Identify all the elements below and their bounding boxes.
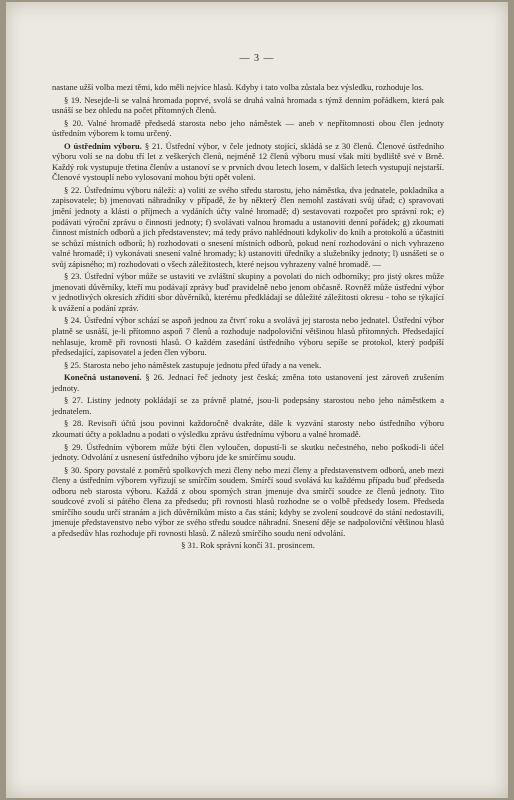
paragraph [52, 315, 444, 357]
paragraph-text: § 29. Ústředním výborem může býti člen vyloučen, dopustí-li se skutku nečestného, nebo poškodí-li účel jednoty. Odvolání z usnesení ústředního výboru jde ke smírčímu soudu. [52, 441, 444, 463]
paragraph [52, 95, 444, 116]
paragraph [52, 442, 444, 463]
paragraph [52, 141, 444, 183]
paragraph-text: § 20. Valné hromadě předsedá starosta nebo jeho náměstek — aneb v nepřítomnosti obou člen jednoty ústředním výborem k tomu určený. [52, 117, 444, 139]
paragraph-text: § 23. Ústřední výbor může se ustaviti ve zvláštní skupiny a povolati do nich odborníky; pro jistý okres může jmenovati důvěrníky, kteří mu podávají zprávy buď pravidelně nebo jenom občasně. Rovněž může ústřední výbor v jednotlivých okresích zříditi sbor důvěrníků, kterému předkládají se důležité záležitosti okresu - toho se týkající k uvážení a podání zpráv. [52, 271, 444, 313]
paragraph [52, 372, 444, 393]
page-number: — 3 — [239, 53, 275, 64]
paragraph-text: § 26. Jednací řeč jednoty jest česká; změna toto ustanovení jest zároveň zrušením jednoty. [52, 372, 444, 393]
paragraph [52, 540, 444, 551]
section-heading: O ústředním výboru. [64, 140, 142, 151]
paragraph-text: § 25. Starosta nebo jeho náměstek zastupuje jednotu před úřady a na venek. [64, 359, 322, 370]
paragraph [52, 465, 444, 539]
paragraph [52, 395, 444, 416]
paragraph-text: § 22. Ústřednímu výboru náleží: a) voliti ze svého středu starostu, jeho náměstka, dva jednatele, pokladníka a zapisovatele; b) jmenovati náhradníky v případě, že by některý člen nemohl zastávati svůj úřad; c) spravovati jmění jednoty a klásti o příjmech a vydáních účty valné hromadě; d) sestavovati rozpočet pro správní rok; e) podávati výroční zprávu o činnosti jednoty; f) svolávati valnou hromadu a ustanoviti denní pořádek; g) zkoumati činnost místních odborů a jich představenstev; má tedy právo nahlédnouti kdykoliv do knih a protokolů a účastniti se schůzí místních odborů; h) rozhodovati o snesení místních odborů, pokud není rozhodování o nich vyhrazeno valné hromadě; i) vykonávati snesení valné hromady; k) ustanoviti úředníky a služebníky jednoty; l) usnášeti se o svůj zápisného; m) rozhodovati o všech záležitostech, které nejsou vyhrazeny valné hromadě. — [52, 184, 444, 269]
section-heading: Konečná ustanovení. [64, 372, 142, 383]
paragraph-text: nastane užší volba mezi těmi, kdo měli nejvíce hlasů. Kdyby i tato volba zůstala bez výsledku, rozhoduje los. [52, 82, 424, 92]
document-page [6, 2, 508, 798]
paragraph [52, 418, 444, 439]
paragraph-text: § 28. Revisoři účtů jsou povinni každoročně dvakráte, dále k vyzvání starosty nebo ústředního výboru zkoumati účty a pokladnu a podati o výsledku zprávu ústřednímu výboru a valné hromadě. [52, 418, 444, 439]
document-body [52, 82, 444, 553]
paragraph-text: § 31. Rok správní končí 31. prosincem. [181, 540, 315, 551]
paragraph-text: § 27. Listiny jednoty pokládají se za právně platné, jsou-li podepsány starostou nebo jeho náměstkem a jednatelem. [52, 395, 444, 416]
paragraph-text: § 21. Ústřední výbor, v čele jednoty stojící, skládá se z 30 členů. Členové ústředního výboru volí se na dobu tří let z veškerých členů, nejméně 12 členů výboru musí však míti bydliště své v Brně. Každý rok vystupuje třetina členův a ustanoví se v prvních dvou letech losem, v dalších letech vystupují nejstarší. Členové vystouplí nebo vylosovaní mohou býti opět voleni. [52, 140, 444, 183]
paragraph [52, 360, 444, 371]
paragraph-text: § 30. Spory povstalé z poměrů spolkových mezi členy nebo mezi členy a představenstvem odborů, aneb mezi členy a ústředním výborem vyřizují se smírčím soudem. Smírčí soud svolává ku každému případu buď předseda odboru neb starosta výboru. Každá z obou sporných stran jmenuje dva smírčí soudce ze členů jednoty. Tito soudcové zvolí si pátého člena za předsedu; při rovnosti hlasů rozhodne se o volbě předsedy losem. Předseda smírčího soudu určí stranám a jich důvěrníkům místo a čas stání; kdyby se zvolení soudcové do stání nedostavili, jmenuje představenstvo nebo výbor ze svého středu soudce náhradní. Snesení děje se nadpoloviční většinou hlasů a předsedův hlas rozhoduje při rovnosti hlasů. Z nálezů smírčího soudu není odvolání. [52, 464, 444, 538]
paragraph [52, 185, 444, 269]
paragraph [52, 82, 444, 93]
paragraph-text: § 19. Nesejde-li se valná hromada poprvé, svolá se druhá valná hromada s týmž denním pořádkem, která pak usnáší se bez ohledu na počet přítomných členů. [52, 94, 444, 116]
paragraph [52, 118, 444, 139]
paragraph [52, 271, 444, 313]
paragraph-text: § 24. Ústřední výbor schází se aspoň jednou za čtvrť roku a svolává jej starosta nebo jednatel. Ústřední výbor platně se usnáší, je-li přítomno aspoň 7 členů a rozhoduje nadpoloviční většinou hlasů přítomných. Předsedající nehlasuje, kromě při rovnosti hlasů. O každém zasedání ústředního výboru sepíše se protokol, který podpíší předsedající, zapisovatel a jeden člen výboru. [52, 315, 444, 358]
